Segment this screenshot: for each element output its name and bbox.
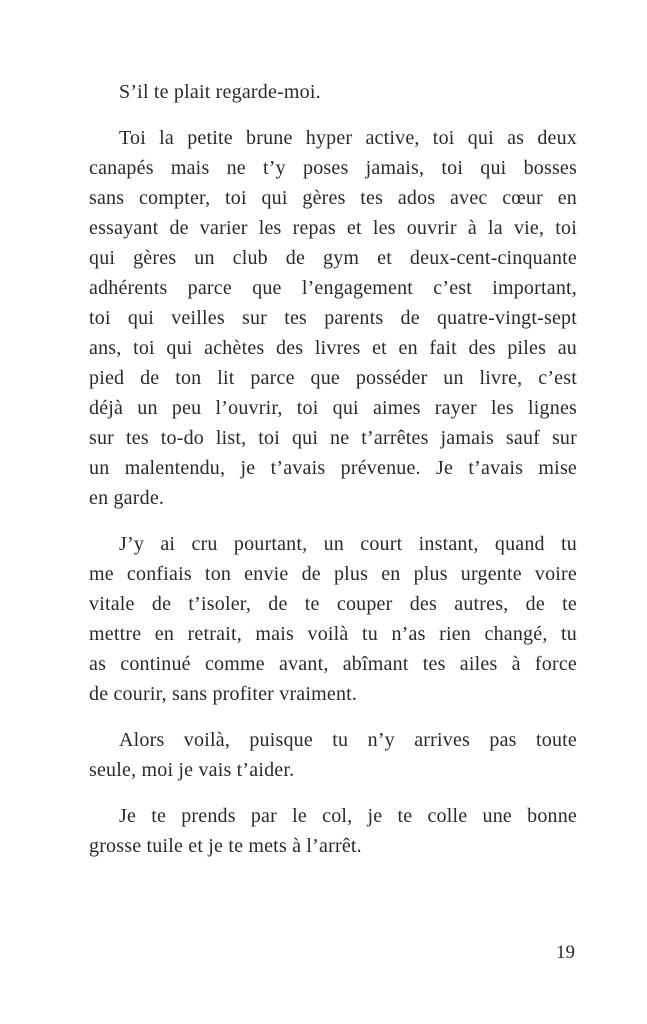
text-line: grosse tuile et je te mets à l’arrêt. bbox=[89, 835, 362, 857]
text-line: de courir, sans profiter vraiment. bbox=[89, 683, 358, 705]
text-line: Toi la petite brune hyper active, toi qui as deux bbox=[119, 127, 577, 149]
page-number: 19 bbox=[556, 942, 575, 963]
text-line: vitale de t’isoler, de te couper des autres, de te bbox=[89, 593, 577, 615]
text-line: canapés mais ne t’y poses jamais, toi qui bosses bbox=[89, 157, 577, 179]
text-line: J’y ai cru pourtant, un court instant, quand tu bbox=[119, 533, 577, 555]
paragraph bbox=[89, 77, 577, 107]
text-line: as continué comme avant, abîmant tes ailes à force bbox=[89, 653, 577, 675]
text-line: en garde. bbox=[89, 487, 165, 509]
paragraph bbox=[89, 725, 577, 785]
paragraph bbox=[89, 801, 577, 861]
text-line: ans, toi qui achètes des livres et en fait des piles au bbox=[89, 337, 577, 359]
text-line: Alors voilà, puisque tu n’y arrives pas toute bbox=[119, 729, 577, 751]
paragraph bbox=[89, 123, 577, 513]
text-line: déjà un peu l’ouvrir, toi qui aimes rayer les lignes bbox=[89, 397, 577, 419]
text-line: un malentendu, je t’avais prévenue. Je t’avais mise bbox=[89, 457, 577, 479]
text-line: S’il te plait regarde-moi. bbox=[119, 81, 321, 103]
text-line: pied de ton lit parce que posséder un livre, c’est bbox=[89, 367, 577, 389]
text-line: essayant de varier les repas et les ouvrir à la vie, toi bbox=[89, 217, 577, 239]
text-line: Je te prends par le col, je te colle une bonne bbox=[119, 805, 577, 827]
text-line: qui gères un club de gym et deux-cent-cinquante bbox=[89, 247, 577, 269]
paragraph bbox=[89, 529, 577, 709]
text-line: seule, moi je vais t’aider. bbox=[89, 759, 295, 781]
text-block bbox=[89, 77, 577, 877]
text-line: sans compter, toi qui gères tes ados avec cœur en bbox=[89, 187, 577, 209]
text-line: mettre en retrait, mais voilà tu n’as rien changé, tu bbox=[89, 623, 577, 645]
text-line: adhérents parce que l’engagement c’est important, bbox=[89, 277, 577, 299]
text-line: me confiais ton envie de plus en plus urgente voire bbox=[89, 563, 577, 585]
text-line: toi qui veilles sur tes parents de quatre-vingt-sept bbox=[89, 307, 577, 329]
text-line: sur tes to-do list, toi qui ne t’arrêtes jamais sauf sur bbox=[89, 427, 577, 449]
